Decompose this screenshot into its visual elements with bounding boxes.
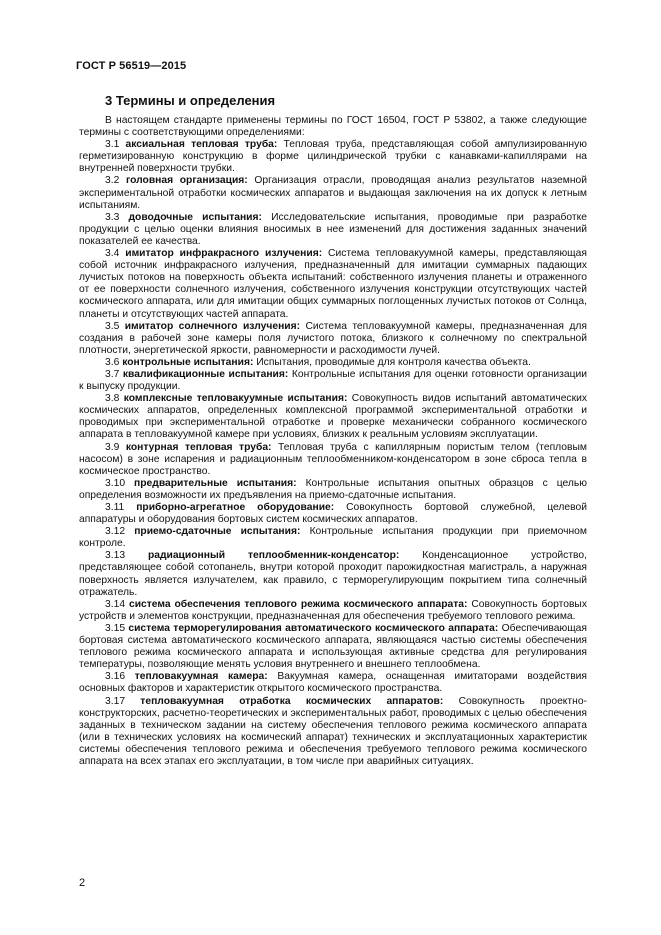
term-name: приемо-сдаточные испытания:	[134, 526, 301, 538]
term-definition: Совокупность бортовых устройств и элементов конструкции, предназначенная для обеспечения требуемого теплового режима.	[79, 598, 587, 622]
term-number: 3.3	[105, 211, 120, 223]
term-name: радиационный теплообменник-конденсатор:	[147, 550, 400, 562]
term-name: контурная тепловая труба:	[125, 441, 272, 453]
term-name: доводочные испытания:	[128, 211, 262, 223]
term-entry	[79, 442, 587, 478]
document-header: ГОСТ Р 56519—2015	[76, 60, 187, 72]
term-number: 3.14	[105, 598, 126, 610]
term-definition: Тепловая труба с капиллярным пористым телом (тепловым насосом) в зоне испарения и радиационным теплообменником-конденсатором в зоне сброса тепла в космическое пространство.	[79, 441, 587, 477]
term-name: аксиальная тепловая труба:	[125, 139, 278, 151]
term-number: 3.15	[105, 622, 126, 634]
page-number: 2	[79, 877, 86, 889]
term-definition: Совокупность видов испытаний автоматических космических аппаратов, определенных комплексной программой экспериментальной отработки и проводимых при экспериментальной отработке и проверке механически собранного космического аппарата в тепловакуумной камере при условиях, близких к реальным условиям эксплуатации.	[79, 393, 587, 441]
terms-list	[79, 139, 587, 768]
term-number: 3.9	[105, 441, 120, 453]
term-number: 3.8	[105, 393, 120, 405]
term-definition: Исследовательские испытания, проводимые при разработке продукции с целью оценки влияния вносимых в нее изменений для достижения заданных значений показателей ее качества.	[79, 211, 587, 247]
term-entry	[79, 357, 587, 369]
term-name: головная организация:	[125, 175, 248, 187]
term-number: 3.11	[105, 502, 125, 513]
term-name: имитатор инфракрасного излучения:	[125, 248, 323, 260]
term-definition: Система тепловакуумной камеры, представляющая собой источник инфракрасного излучения, предназначенный для имитации суммарных падающих лучистых потоков на поверхность объекта испытаний: собственного излучения планеты и отраженного от ее поверхности солнечного излучения, собственного излучения конструкции отсутствующих частей космического аппарата, или для имитации общих суммарных поглощенных лучистых потоков от Солнца, планеты и отсутствующих частей аппарата.	[79, 248, 587, 320]
term-name: тепловакуумная камера:	[134, 671, 268, 683]
term-number: 3.6	[105, 356, 120, 368]
term-definition: Тепловая труба, представляющая собой ампулизированную герметизированную конструкцию в форме цилиндрической трубки с канавками-капиллярами на внутренней поверхности трубки.	[79, 139, 587, 175]
term-definition: Конденсационное устройство, представляющее собой сотопанель, внутри которой проходит парожидкостная магистраль, а наружная поверхность является излучателем, как правило, с терморегулирующим покрытием типа солнечный отражатель.	[79, 550, 587, 598]
intro-paragraph: В настоящем стандарте применены термины по ГОСТ 16504, ГОСТ Р 53802, а также следующие термины с соответствующими определениями:	[79, 115, 587, 139]
term-name: система терморегулирования автоматического космического аппарата:	[128, 622, 499, 634]
term-entry	[79, 175, 587, 211]
term-name: приборно-агрегатное оборудование:	[136, 502, 335, 513]
term-entry	[79, 139, 587, 175]
term-entry	[79, 248, 587, 321]
term-name: имитатор солнечного излучения:	[124, 320, 301, 332]
term-definition: Вакуумная камера, оснащенная имитаторами воздействия основных факторов и характеристик открытого космического пространства.	[79, 671, 587, 695]
terms-body	[79, 115, 587, 768]
term-number: 3.2	[105, 175, 120, 187]
term-definition: Испытания, проводимые для контроля качества объекта.	[256, 356, 531, 368]
term-entry	[79, 393, 587, 441]
term-number: 3.4	[105, 248, 120, 260]
term-definition: Обеспечивающая бортовая система автоматического космического аппарата, являющаяся частью системы обеспечения теплового режима космического аппарата и использующая активные средства для регулирования температуры, позволяющие менять условия внутреннего и внешнего теплообмена.	[79, 622, 587, 671]
term-name: тепловакуумная отработка космических аппаратов:	[140, 695, 444, 707]
term-number: 3.1	[105, 139, 120, 151]
term-entry	[79, 696, 587, 769]
term-number: 3.5	[105, 320, 120, 332]
term-definition: Контрольные испытания продукции при приемочном контроле.	[79, 526, 587, 550]
term-name: система обеспечения теплового режима космического аппарата:	[128, 598, 468, 610]
term-number: 3.13	[105, 550, 126, 562]
term-definition: Контрольные испытания для оценки готовности организации к выпуску продукции.	[79, 368, 587, 393]
term-entry	[79, 550, 587, 598]
term-entry	[79, 478, 587, 502]
term-name: контрольные испытания:	[122, 356, 254, 368]
term-entry	[79, 502, 587, 526]
term-definition: Совокупность проектно-конструкторских, расчетно-теоретических и экспериментальных работ, проводимых с целью обеспечения заданных в техническом задании на систему обеспечения теплового режима космического аппарата (или в технических условиях на космический аппарат) технических и эксплуатационных характеристик системы обеспечения теплового режима и обеспечения требуемого теплового режима космического аппарата на всех этапах его эксплуатации, в том числе при аварийных ситуациях.	[79, 695, 587, 767]
term-entry	[79, 321, 587, 357]
section-title: 3 Термины и определения	[105, 93, 276, 108]
term-name: предварительные испытания:	[134, 477, 297, 489]
term-entry	[79, 671, 587, 695]
term-number: 3.7	[105, 368, 120, 380]
term-entry	[79, 599, 587, 623]
term-definition: Совокупность бортовой служебной, целевой аппаратуры и оборудования бортовых систем космических аппаратов.	[79, 502, 587, 526]
term-number: 3.17	[105, 695, 126, 707]
term-definition: Организация отрасли, проводящая анализ результатов наземной экспериментальной отработки космических аппаратов и выдающая заключения на их допуск к летным испытаниям.	[79, 175, 587, 211]
term-number: 3.16	[105, 671, 126, 683]
term-definition: Контрольные испытания опытных образцов с целью определения возможности их предъявления на приемо-сдаточные испытания.	[79, 477, 587, 501]
term-number: 3.12	[105, 526, 126, 538]
term-number: 3.10	[105, 477, 126, 489]
term-entry	[79, 526, 587, 550]
term-entry	[79, 369, 587, 393]
term-name: квалификационные испытания:	[122, 368, 289, 380]
term-entry	[79, 623, 587, 671]
term-name: комплексные тепловакуумные испытания:	[123, 393, 348, 405]
term-entry	[79, 212, 587, 248]
term-definition: Система тепловакуумной камеры, предназначенная для создания в рабочей зоне камеры поля лучистого потока, близкого к солнечному по спектральной плотности, энергетической яркости, равномерности и расходимости лучей.	[79, 320, 587, 356]
